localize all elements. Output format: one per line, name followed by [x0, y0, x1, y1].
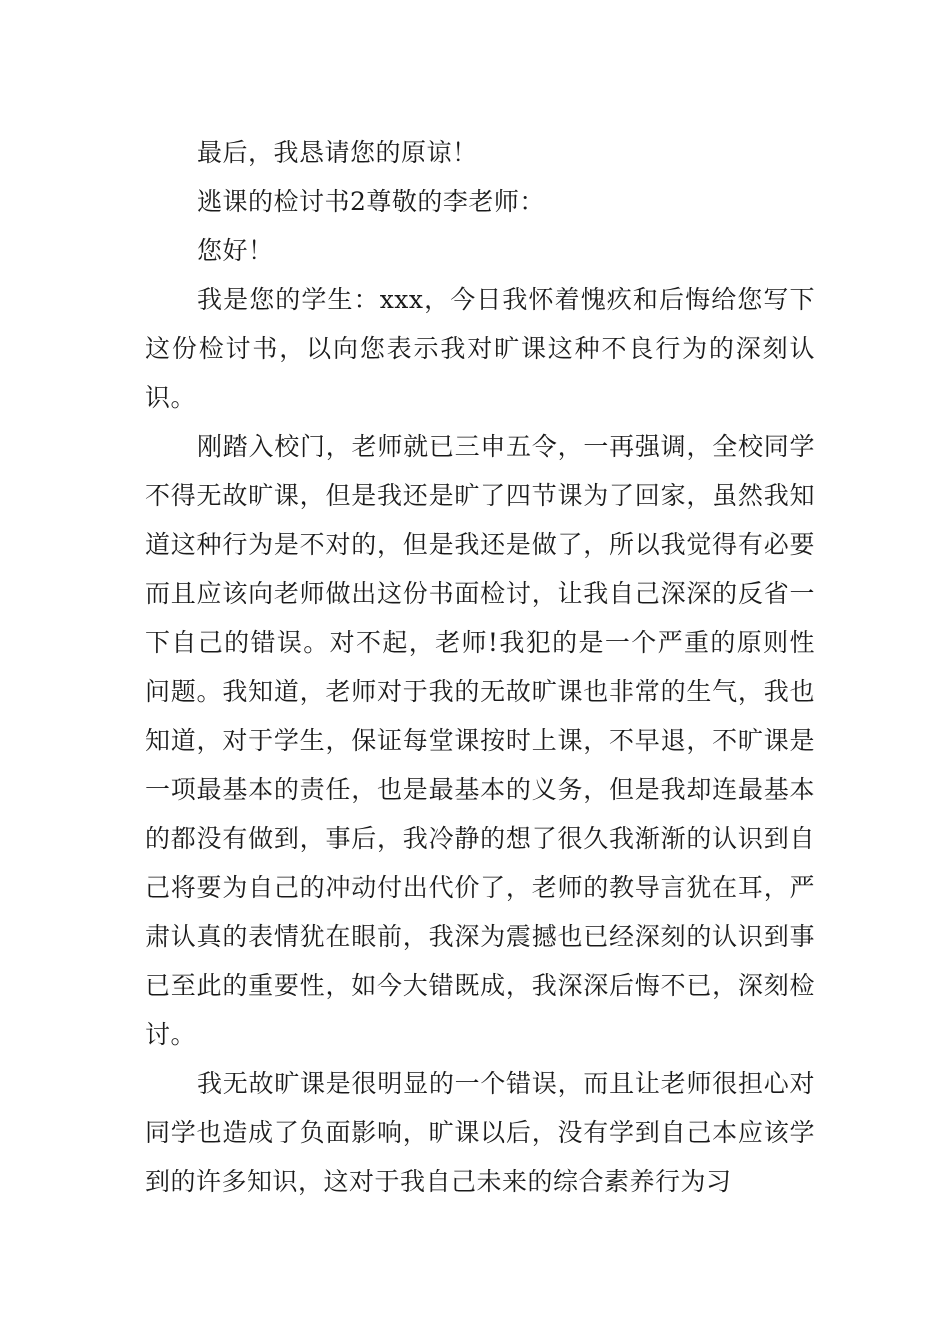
document-body: [145, 128, 815, 1206]
paragraph-letter-title: 逃课的检讨书2尊敬的李老师：: [197, 187, 545, 216]
paragraph-greeting: 您好！: [197, 236, 274, 265]
paragraph-consequences: 我无故旷课是很明显的一个错误，而且让老师很担心对同学也造成了负面影响，旷课以后，没有学到自己本应该学到的许多知识，这对于我自己未来的综合素养行为习: [145, 1069, 815, 1196]
paragraph-main-reflection: 刚踏入校门，老师就已三申五令，一再强调，全校同学不得无故旷课，但是我还是旷了四节课为了回家，虽然我知道这种行为是不对的，但是我还是做了，所以我觉得有必要而且应该向老师做出这份书面检讨，让我自己深深的反省一下自己的错误。对不起，老师!我犯的是一个严重的原则性问题。我知道，老师对于我的无故旷课也非常的生气，我也知道，对于学生，保证每堂课按时上课，不早退，不旷课是一项最基本的责任，也是最基本的义务，但是我却连最基本的都没有做到，事后，我冷静的想了很久我渐渐的认识到自己将要为自己的冲动付出代价了，老师的教导言犹在耳，严肃认真的表情犹在眼前，我深为震撼也已经深刻的认识到事已至此的重要性，如今大错既成，我深深后悔不已，深刻检讨。: [145, 432, 815, 1049]
paragraph-closing-apology: 最后，我恳请您的原谅！: [197, 138, 478, 167]
paragraph-introduction: 我是您的学生：xxx，今日我怀着愧疚和后悔给您写下这份检讨书，以向您表示我对旷课这种不良行为的深刻认识。: [145, 285, 815, 412]
